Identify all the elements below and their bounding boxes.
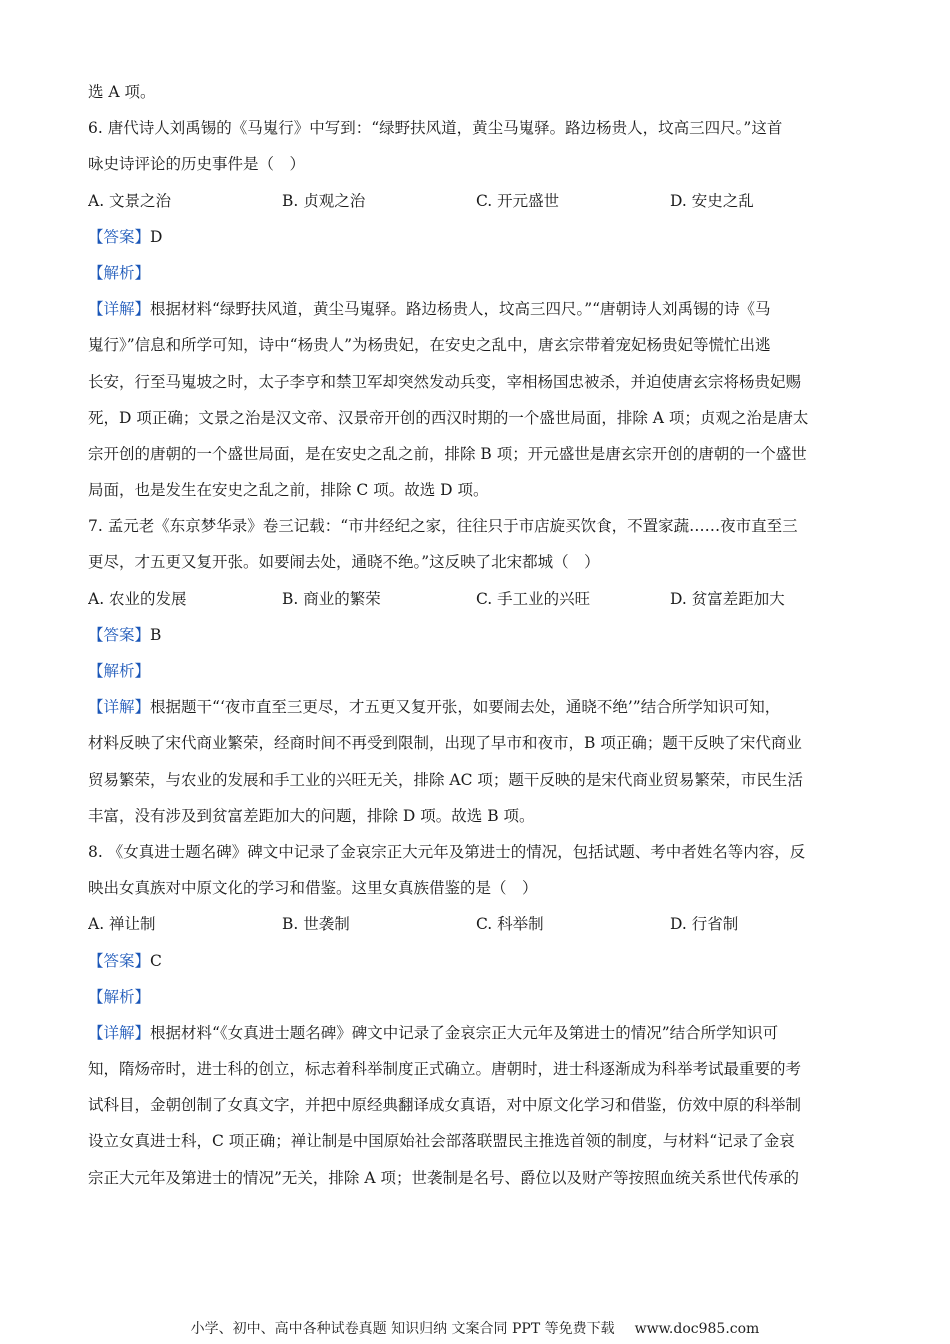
analysis-label: 【解析】 [88,662,151,680]
detail-label: 【详解】 [88,1023,151,1042]
answer-value: D [150,227,163,246]
question-options [88,183,868,219]
question-stem-line: 咏史诗评论的历史事件是（ ） [88,155,306,174]
answer-line [88,617,868,653]
option-d: D. 行省制 [670,915,739,934]
option-c: C. 开元盛世 [476,191,560,210]
question-6 [88,110,868,508]
detail-line: 局面，也是发生在安史之乱之前，排除 C 项。故选 D 项。 [88,481,489,500]
question-8 [88,834,868,1196]
answer-line [88,219,868,255]
option-a: A. 农业的发展 [88,589,187,608]
detail-line: 【详解】根据材料“绿野扶风道，黄尘马嵬驿。路边杨贵人，坟高三四尺。”“唐朝诗人刘禹锡的诗《马 [88,300,771,319]
document-content [88,74,868,1196]
option-b: B. 世袭制 [282,915,350,934]
detail-line: 【详解】根据题干“‘夜市直至三更尽，才五更又复开张，如要闹去处，通晓不绝’”结合所学知识可知， [88,698,781,717]
question-stem-line: 8. 《女真进士题名碑》碑文中记录了金哀宗正大元年及第进士的情况，包括试题、考中者姓名等内容，反 [88,842,806,861]
detail-label: 【详解】 [88,300,151,319]
question-options [88,906,868,942]
answer-value: C [150,951,162,970]
detail-line: 嵬行》”信息和所学可知，诗中“杨贵人”为杨贵妃，在安史之乱中，唐玄宗带着宠妃杨贵妃等慌忙出逃 [88,336,771,355]
detail-line: 设立女真进士科，C 项正确；禅让制是中国原始社会部落联盟民主推选首领的制度，与材料“记录了金哀 [88,1132,795,1151]
question-stem-line: 映出女真族对中原文化的学习和借鉴。这里女真族借鉴的是（ ） [88,879,538,898]
previous-answer-tail: 选 A 项。 [88,83,156,101]
answer-value: B [150,625,162,644]
footer-url[interactable]: www.doc985.com [634,1321,760,1337]
option-d: D. 安史之乱 [670,191,754,210]
question-stem-line: 7. 孟元老《东京梦华录》卷三记载：“市井经纪之家，往往只于市店旋买饮食，不置家蔬……夜市直至三 [88,517,798,536]
answer-label: 【答案】 [88,227,151,246]
detail-line: 试科目，金朝创制了女真文字，并把中原经典翻译成女真语，对中原文化学习和借鉴，仿效中原的科举制 [88,1096,802,1115]
option-a: A. 禅让制 [88,915,156,934]
detail-line: 丰富，没有涉及到贫富差距加大的问题，排除 D 项。故选 B 项。 [88,806,535,825]
option-c: C. 手工业的兴旺 [476,589,591,608]
detail-line: 贸易繁荣，与农业的发展和手工业的兴旺无关，排除 AC 项；题干反映的是宋代商业贸易繁荣，市民生活 [88,770,803,789]
analysis-label: 【解析】 [88,987,151,1006]
detail-line: 材料反映了宋代商业繁荣，经商时间不再受到限制，出现了早市和夜市，B 项正确；题干反映了宋代商业 [88,734,802,753]
option-c: C. 科举制 [476,915,544,934]
question-stem-line: 更尽，才五更又复开张。如要闹去处，通晓不绝。”这反映了北宋都城（ ） [88,553,600,572]
question-7 [88,508,868,834]
option-d: D. 贫富差距加大 [670,589,785,608]
answer-label: 【答案】 [88,951,151,970]
detail-line: 宗开创的唐朝的一个盛世局面，是在安史之乱之前，排除 B 项；开元盛世是唐玄宗开创的唐朝的一个盛世 [88,444,807,463]
detail-line: 【详解】根据材料“《女真进士题名碑》碑文中记录了金哀宗正大元年及第进士的情况”结合所学知识可 [88,1023,779,1042]
footer-text: 小学、初中、高中各种试卷真题 知识归纳 文案合同 PPT 等免费下载 [190,1321,615,1337]
question-stem-line: 6. 唐代诗人刘禹锡的《马嵬行》中写到：“绿野扶风道，黄尘马嵬驿。路边杨贵人，坟高三四尺。”这首 [88,119,783,138]
option-b: B. 贞观之治 [282,191,366,210]
question-options [88,581,868,617]
page-footer [0,1318,950,1338]
detail-line: 长安，行至马嵬坡之时，太子李亨和禁卫军却突然发动兵变，宰相杨国忠被杀，并迫使唐玄宗将杨贵妃赐 [88,372,802,391]
option-a: A. 文景之治 [88,191,172,210]
detail-line: 知，隋炀帝时，进士科的创立，标志着科举制度正式确立。唐朝时，进士科逐渐成为科举考试最重要的考 [88,1060,802,1079]
analysis-label: 【解析】 [88,263,151,282]
detail-label: 【详解】 [88,698,151,717]
detail-line: 死，D 项正确；文景之治是汉文帝、汉景帝开创的西汉时期的一个盛世局面，排除 A 项；贞观之治是唐太 [88,408,809,427]
option-b: B. 商业的繁荣 [282,589,381,608]
answer-line [88,943,868,979]
detail-line: 宗正大元年及第进士的情况”无关，排除 A 项；世袭制是名号、爵位以及财产等按照血统关系世代传承的 [88,1168,799,1187]
answer-label: 【答案】 [88,625,151,644]
